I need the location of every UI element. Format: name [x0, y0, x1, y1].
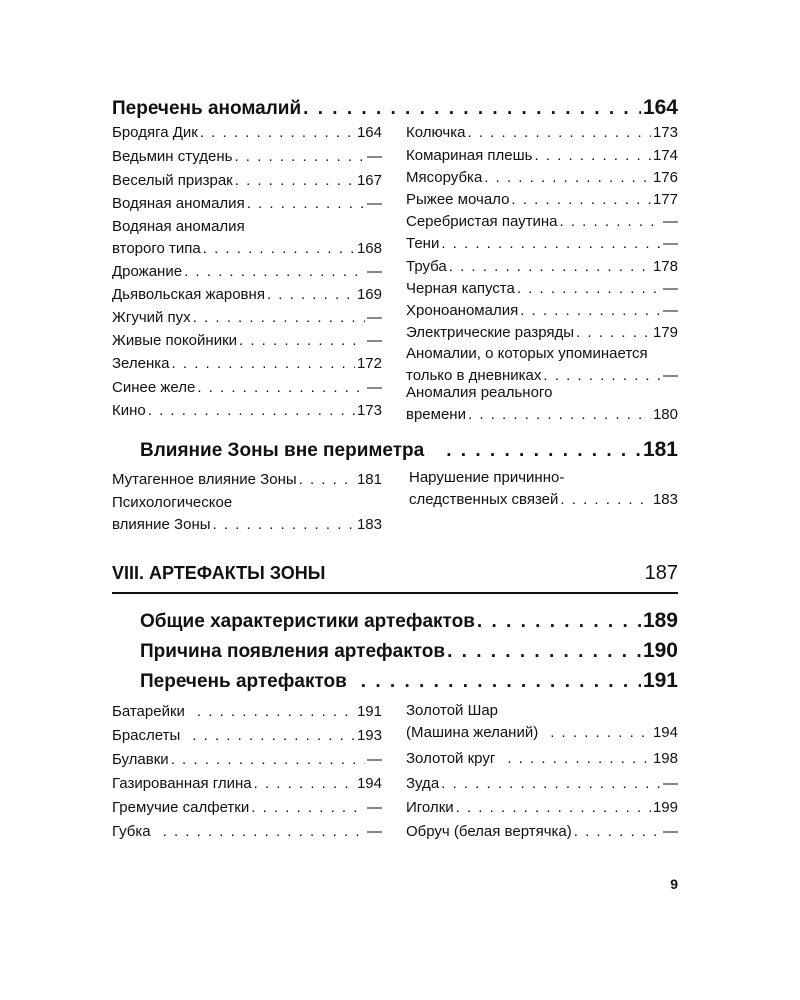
toc-entry-page: 168: [356, 240, 382, 257]
toc-entry[interactable]: [406, 256, 678, 278]
dot-leader: [511, 189, 651, 211]
toc-entry-page: —: [367, 799, 382, 816]
toc-entry-two-line[interactable]: [409, 467, 678, 511]
toc-entry-page: —: [663, 302, 678, 319]
toc-entry-page: 191: [356, 703, 382, 720]
toc-entry-page: —: [663, 367, 678, 384]
toc-entry-page: —: [367, 148, 382, 165]
toc-entry-label: Ведьмин студень: [112, 148, 233, 165]
toc-entry-label-line1: Водяная аномалия: [112, 218, 245, 235]
toc-heading-anomalies[interactable]: [112, 90, 678, 120]
toc-section-title: Причина появления артефактов: [140, 641, 446, 662]
toc-entry-label: Газированная глина: [112, 775, 252, 792]
toc-entry-label: Губка: [112, 823, 151, 840]
toc-entry-label-line1: Нарушение причинно-: [409, 469, 565, 486]
toc-entry-label: Комариная плешь: [406, 147, 533, 164]
toc-entry[interactable]: [112, 725, 382, 747]
toc-entry-page: 181: [356, 471, 382, 488]
toc-heading-influence[interactable]: [140, 432, 678, 462]
dot-leader: [574, 821, 661, 843]
dot-leader: [477, 611, 641, 633]
toc-entry-page: 180: [652, 406, 678, 423]
toc-entry-label: Мутагенное влияние Зоны: [112, 471, 297, 488]
dot-leader: [197, 377, 365, 399]
toc-entry-label: Зеленка: [112, 355, 170, 372]
toc-entry-label-line2: (Машина желаний): [406, 724, 539, 741]
dot-leader: [171, 749, 365, 771]
toc-entry-label-line2: влияние Зоны: [112, 516, 211, 533]
dot-leader: [239, 330, 365, 352]
dot-leader: [267, 284, 355, 306]
dot-leader: [441, 773, 661, 795]
toc-entry-page: 172: [356, 355, 382, 372]
chapter-page: 187: [644, 562, 678, 584]
toc-entry-label: Водяная аномалия: [112, 195, 245, 212]
toc-entry-page: 173: [652, 124, 678, 141]
toc-entry-page: 176: [652, 169, 678, 186]
dot-leader: [254, 773, 355, 795]
toc-entry-two-line[interactable]: [406, 343, 678, 387]
dot-leader: [449, 256, 651, 278]
toc-entry[interactable]: [112, 146, 382, 168]
toc-section-general[interactable]: [140, 603, 678, 633]
toc-heading-page: 181: [642, 438, 678, 461]
toc-entry-page: 178: [652, 258, 678, 275]
toc-entry-label: Тени: [406, 235, 440, 252]
toc-entry-page: —: [663, 213, 678, 230]
toc-entry[interactable]: [112, 307, 382, 329]
toc-entry-label: Булавки: [112, 751, 169, 768]
toc-entry[interactable]: [112, 821, 382, 843]
toc-entry-label-line1: Психологическое: [112, 494, 233, 511]
toc-section-page: 189: [642, 609, 678, 632]
toc-entry-label: Кино: [112, 402, 146, 419]
toc-entry-page: —: [367, 195, 382, 212]
toc-entry-label: Колючка: [406, 124, 466, 141]
toc-entry-page: 169: [356, 286, 382, 303]
toc-entry-two-line[interactable]: [406, 700, 678, 744]
toc-entry[interactable]: [112, 469, 382, 491]
toc-entry-two-line[interactable]: [112, 216, 382, 260]
toc-entry[interactable]: [406, 797, 678, 819]
toc-entry-label: Мясорубка: [406, 169, 483, 186]
dot-leader: [247, 193, 365, 215]
toc-section-title: Перечень артефактов: [140, 671, 347, 692]
toc-entry-page: 179: [652, 324, 678, 341]
dot-leader: [484, 167, 651, 189]
dot-leader: [192, 725, 355, 747]
chapter-divider: [112, 592, 678, 594]
toc-entry[interactable]: [406, 748, 678, 770]
dot-leader: [468, 404, 651, 426]
toc-entry-label: Живые покойники: [112, 332, 238, 349]
toc-entry-label: Черная капуста: [406, 280, 515, 297]
dot-leader: [467, 122, 650, 144]
toc-entry-label-line1: Золотой Шар: [406, 702, 499, 719]
toc-entry-label-line2: времени: [406, 406, 466, 423]
toc-entry[interactable]: [112, 122, 382, 144]
toc-entry[interactable]: [406, 167, 678, 189]
dot-leader: [172, 353, 355, 375]
toc-entry-label-line2: следственных связей: [409, 491, 559, 508]
chapter-title[interactable]: VIII. АРТЕФАКТЫ ЗОНЫ: [112, 563, 326, 583]
dot-leader: [299, 469, 355, 491]
toc-entry-label-line1: Аномалии, о которых упоминается: [406, 345, 648, 362]
toc-section-cause[interactable]: [140, 633, 678, 663]
toc-entry[interactable]: [112, 797, 382, 819]
toc-entry-page: —: [663, 280, 678, 297]
toc-entry-page: 173: [356, 402, 382, 419]
toc-entry-label: Браслеты: [112, 727, 181, 744]
dot-leader: [148, 400, 355, 422]
toc-entry[interactable]: [112, 170, 382, 192]
toc-entry-page: —: [663, 775, 678, 792]
dot-leader: [441, 233, 661, 255]
toc-entry-label: Рыжее мочало: [406, 191, 510, 208]
toc-entry[interactable]: [406, 300, 678, 322]
toc-section-page: 191: [642, 669, 678, 692]
dot-leader: [197, 701, 355, 723]
toc-entry-page: 174: [652, 147, 678, 164]
toc-entry[interactable]: [112, 701, 382, 723]
toc-entry[interactable]: [406, 773, 678, 795]
toc-entry-page: 167: [356, 172, 382, 189]
toc-entry[interactable]: [406, 233, 678, 255]
dot-leader: [163, 821, 365, 843]
toc-entry-label: Зуда: [406, 775, 440, 792]
toc-entry-page: 194: [356, 775, 382, 792]
toc-entry[interactable]: [406, 821, 678, 843]
toc-entry-label: Серебристая паутина: [406, 213, 558, 230]
toc-entry[interactable]: [112, 377, 382, 399]
toc-entry[interactable]: [112, 284, 382, 306]
toc-entry-label: Батарейки: [112, 703, 185, 720]
toc-entry-page: 183: [356, 516, 382, 533]
toc-entry[interactable]: [112, 353, 382, 375]
toc-heading-title: Влияние Зоны вне периметра: [140, 440, 425, 461]
toc-entry-label: Труба: [406, 258, 447, 275]
toc-entry-label: Иголки: [406, 799, 454, 816]
dot-leader: [193, 307, 365, 329]
toc-entry-two-line[interactable]: [406, 382, 678, 426]
toc-section-title: Общие характеристики артефактов: [140, 611, 475, 632]
toc-entry[interactable]: [406, 189, 678, 211]
toc-entry-label-line2: второго типа: [112, 240, 201, 257]
dot-leader: [251, 797, 365, 819]
toc-heading-title: Перечень аномалий: [112, 98, 302, 119]
dot-leader: [560, 211, 661, 233]
dot-leader: [550, 722, 651, 744]
toc-entry-page: —: [367, 332, 382, 349]
toc-entry[interactable]: [112, 400, 382, 422]
toc-entry-label: Золотой круг: [406, 750, 496, 767]
toc-entry-page: 164: [356, 124, 382, 141]
toc-entry-page: —: [663, 235, 678, 252]
toc-entry[interactable]: [406, 278, 678, 300]
toc-entry-label: Жгучий пух: [112, 309, 191, 326]
toc-entry-label: Гремучие салфетки: [112, 799, 250, 816]
toc-entry-label: Бродяга Дик: [112, 124, 198, 141]
dot-leader: [520, 300, 661, 322]
dot-leader: [184, 261, 365, 283]
toc-heading-page: 164: [642, 96, 678, 119]
toc-entry-page: —: [367, 309, 382, 326]
dot-leader: [447, 641, 641, 663]
dot-leader: [507, 748, 651, 770]
toc-entry[interactable]: [112, 193, 382, 215]
toc-entry-page: —: [367, 379, 382, 396]
dot-leader: [446, 440, 641, 462]
toc-entry-label: Веселый призрак: [112, 172, 233, 189]
toc-entry-page: 177: [652, 191, 678, 208]
toc-entry-page: 199: [652, 799, 678, 816]
toc-entry[interactable]: [406, 322, 678, 344]
dot-leader: [361, 671, 641, 693]
dot-leader: [203, 238, 355, 260]
dot-leader: [534, 145, 651, 167]
toc-entry-label: Обруч (белая вертячка): [406, 823, 572, 840]
toc-entry-page: 183: [652, 491, 678, 508]
toc-entry-label: Синее желе: [112, 379, 196, 396]
page-number: 9: [670, 876, 678, 892]
toc-entry[interactable]: [406, 122, 678, 144]
toc-entry-label: Хроноаномалия: [406, 302, 519, 319]
toc-entry-label-line2: только в дневниках: [406, 367, 542, 384]
toc-entry[interactable]: [406, 145, 678, 167]
toc-entry-page: —: [367, 751, 382, 768]
dot-leader: [234, 146, 365, 168]
dot-leader: [456, 797, 651, 819]
toc-entry-label-line1: Аномалия реального: [406, 384, 553, 401]
dot-leader: [576, 322, 651, 344]
dot-leader: [235, 170, 355, 192]
toc-entry[interactable]: [112, 330, 382, 352]
toc-entry-page: —: [663, 823, 678, 840]
toc-entry-page: —: [367, 823, 382, 840]
dot-leader: [560, 489, 651, 511]
dot-leader: [213, 514, 355, 536]
toc-entry-page: 198: [652, 750, 678, 767]
dot-leader: [517, 278, 661, 300]
toc-entry-page: —: [367, 263, 382, 280]
dot-leader: [200, 122, 355, 144]
toc-entry-label: Дрожание: [112, 263, 183, 280]
toc-entry-page: 194: [652, 724, 678, 741]
toc-entry[interactable]: [406, 211, 678, 233]
toc-section-list[interactable]: [140, 663, 678, 693]
toc-entry[interactable]: [112, 749, 382, 771]
toc-section-page: 190: [642, 639, 678, 662]
dot-leader: [303, 98, 641, 120]
toc-entry[interactable]: [112, 261, 382, 283]
toc-entry-label: Электрические разряды: [406, 324, 575, 341]
toc-entry-two-line[interactable]: [112, 492, 382, 536]
toc-entry-page: 193: [356, 727, 382, 744]
toc-entry-label: Дьявольская жаровня: [112, 286, 265, 303]
toc-entry[interactable]: [112, 773, 382, 795]
